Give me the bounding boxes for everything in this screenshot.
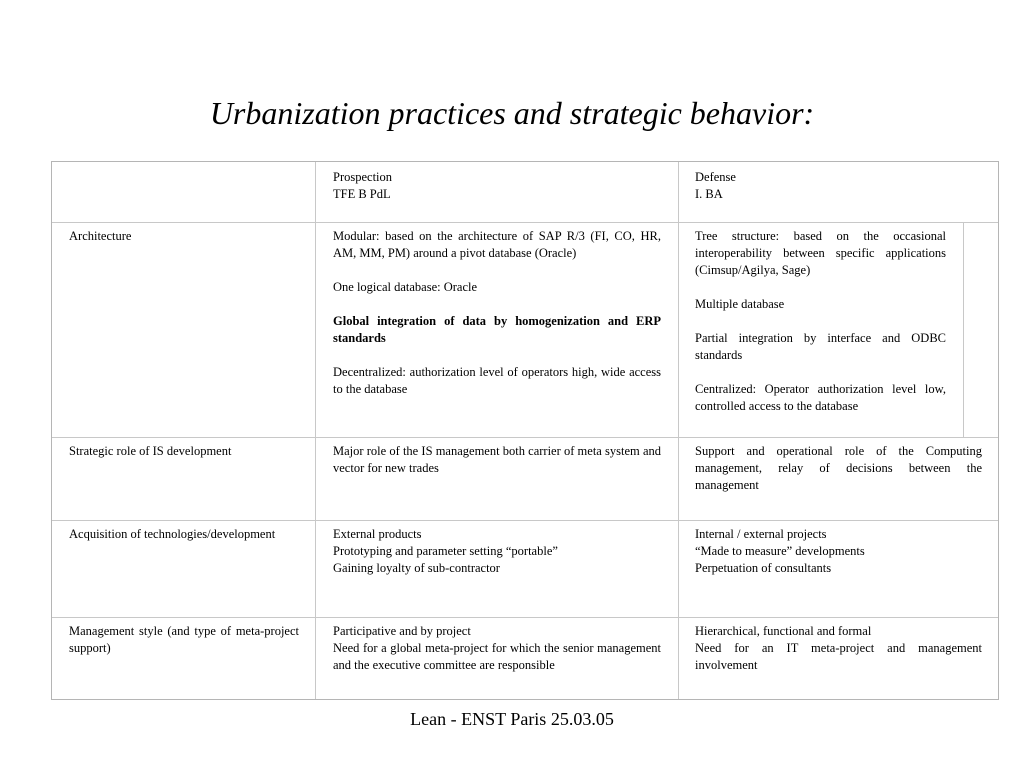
acquisition-defense-item: Perpetuation of consultants [695, 561, 832, 575]
row-label-acquisition: Acquisition of technologies/development [69, 527, 276, 541]
architecture-defense-item: Multiple database [695, 297, 785, 311]
architecture-prospection-item: Modular: based on the architecture of SAP R/3 (FI, CO, HR, AM, MM, PM) around a pivot database (Oracle) [333, 229, 661, 260]
row-divider [52, 437, 998, 438]
architecture-defense-item: Tree structure: based on the occasional interoperability between specific applications (Cimsup/Agilya, Sage) [695, 229, 946, 277]
acquisition-prospection-item: Prototyping and parameter setting “portable” [333, 544, 558, 558]
architecture-defense-cell [695, 228, 946, 415]
header-prospection-title: Prospection [333, 170, 393, 184]
architecture-prospection-item: Decentralized: authorization level of operators high, wide access to the database [333, 365, 661, 396]
header-prospection [333, 169, 663, 203]
comparison-table [51, 161, 999, 700]
acquisition-defense-cell [695, 526, 982, 577]
slide-footer: Lean - ENST Paris 25.03.05 [410, 709, 614, 729]
row-divider [52, 222, 998, 223]
header-prospection-subtitle: TFE B PdL [333, 187, 391, 201]
management-defense-cell [695, 623, 982, 674]
inner-column-divider [963, 222, 964, 437]
management-prospection-item: Need for a global meta-project for which the senior management and the executive committee are responsible [333, 641, 661, 672]
column-divider [678, 162, 679, 699]
strategic-role-defense-cell: Support and operational role of the Computing management, relay of decisions between the management [695, 444, 982, 492]
architecture-prospection-item: Global integration of data by homogenization and ERP standards [333, 314, 661, 345]
management-prospection-cell [333, 623, 661, 674]
row-divider [52, 520, 998, 521]
management-prospection-item: Participative and by project [333, 624, 471, 638]
row-divider [52, 617, 998, 618]
management-defense-item: Hierarchical, functional and formal [695, 624, 872, 638]
slide-title: Urbanization practices and strategic behavior: [209, 95, 815, 131]
acquisition-prospection-item: External products [333, 527, 422, 541]
architecture-defense-item: Centralized: Operator authorization level low, controlled access to the database [695, 382, 946, 413]
acquisition-defense-item: “Made to measure” developments [695, 544, 865, 558]
row-label-strategic-role: Strategic role of IS development [69, 444, 232, 458]
acquisition-prospection-cell [333, 526, 661, 577]
strategic-role-prospection-cell: Major role of the IS management both carrier of meta system and vector for new trades [333, 444, 661, 475]
acquisition-defense-item: Internal / external projects [695, 527, 827, 541]
column-divider [315, 162, 316, 699]
architecture-prospection-cell [333, 228, 661, 398]
architecture-defense-item: Partial integration by interface and ODBC standards [695, 331, 946, 362]
header-defense-subtitle: I. BA [695, 187, 723, 201]
architecture-prospection-item: One logical database: Oracle [333, 280, 478, 294]
acquisition-prospection-item: Gaining loyalty of sub-contractor [333, 561, 500, 575]
header-defense [695, 169, 985, 203]
row-label-architecture: Architecture [69, 229, 132, 243]
row-label-management-style: Management style (and type of meta-project support) [69, 624, 299, 655]
management-defense-item: Need for an IT meta-project and management involvement [695, 641, 982, 672]
header-defense-title: Defense [695, 170, 736, 184]
